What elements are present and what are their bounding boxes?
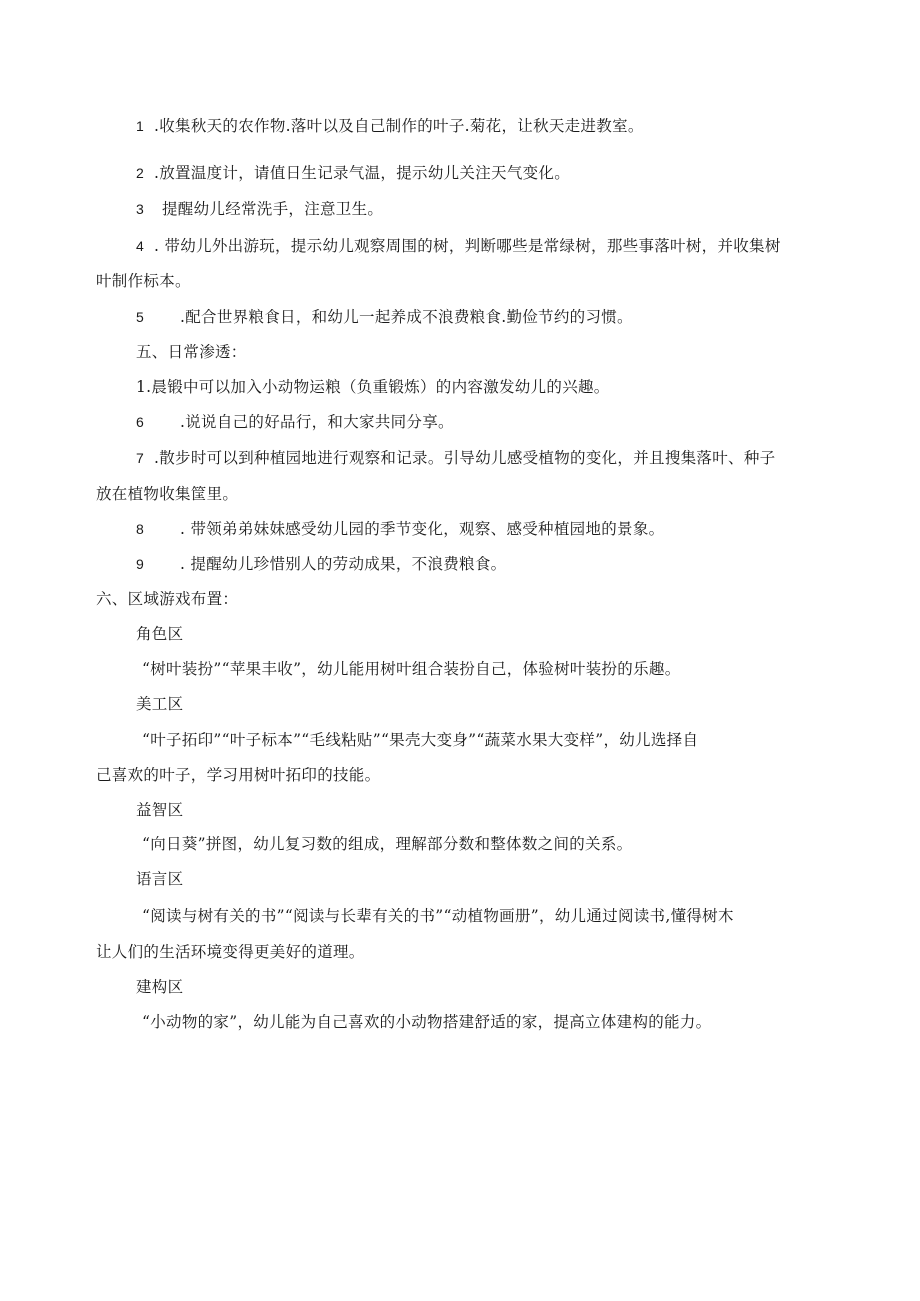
- list-item: [136, 116, 644, 136]
- item-number: 1: [136, 118, 145, 134]
- item-continuation: 己喜欢的叶子，学习用树叶拓印的技能。: [96, 766, 381, 784]
- item-number: 5: [136, 309, 145, 325]
- item-text: . 带领弟弟妹妹感受幼儿园的季节变化，观察、感受种植园地的景象。: [180, 520, 665, 538]
- item-number: 7: [136, 450, 145, 466]
- area-name: 益智区: [136, 801, 184, 819]
- area-name: 建构区: [136, 978, 184, 996]
- area-desc: “小动物的家”，幼儿能为自己喜欢的小动物搭建舒适的家，提高立体建构的能力。: [142, 1013, 712, 1031]
- area-name: 角色区: [136, 625, 184, 643]
- item-number: 8: [136, 521, 145, 537]
- list-item: [136, 448, 775, 468]
- area-desc: “向日葵”拼图，幼儿复习数的组成，理解部分数和整体数之间的关系。: [142, 835, 633, 853]
- list-item: [136, 412, 454, 432]
- list-item: 1.晨锻中可以加入小动物运粮（负重锻炼）的内容激发幼儿的兴趣。: [136, 378, 610, 396]
- item-text: .配合世界粮食日，和幼儿一起养成不浪费粮食.勤俭节约的习惯。: [180, 308, 633, 326]
- area-desc: “叶子拓印”“叶子标本”“毛线粘贴”“果壳大变身”“蔬菜水果大变样”，幼儿选择自: [142, 731, 699, 749]
- item-continuation: 让人们的生活环境变得更美好的道理。: [96, 943, 365, 961]
- area-desc: “树叶装扮”“苹果丰收”，幼儿能用树叶组合装扮自己，体验树叶装扮的乐趣。: [142, 660, 681, 678]
- item-text: . 带幼儿外出游玩，提示幼儿观察周围的树，判断哪些是常绿树，那些事落叶树，并收集树: [154, 237, 781, 255]
- list-item: [136, 163, 570, 183]
- item-number: 2: [136, 165, 145, 181]
- item-continuation: 放在植物收集筐里。: [96, 485, 239, 503]
- item-text: .放置温度计，请值日生记录气温，提示幼儿关注天气变化。: [154, 164, 571, 182]
- section-heading: 六、区域游戏布置：: [96, 590, 239, 608]
- item-text: .散步时可以到种植园地进行观察和记录。引导幼儿感受植物的变化，并且搜集落叶、种子: [154, 449, 776, 467]
- item-text: .收集秋天的农作物.落叶以及自己制作的叶子.菊花，让秋天走进教室。: [154, 117, 644, 135]
- item-number: 4: [136, 238, 145, 254]
- item-text: 提醒幼儿经常洗手，注意卫生。: [162, 200, 384, 218]
- item-number: 6: [136, 414, 145, 430]
- list-item: [136, 236, 781, 256]
- item-number: 9: [136, 556, 145, 572]
- area-desc: “阅读与树有关的书”“阅读与长辈有关的书”“动植物画册”，幼儿通过阅读书,懂得树木: [142, 907, 734, 925]
- list-item: [136, 307, 633, 327]
- area-name: 语言区: [136, 870, 184, 888]
- list-item: [136, 554, 506, 574]
- list-item: [136, 199, 383, 219]
- section-heading: 五、日常渗透：: [136, 343, 247, 361]
- list-item: [136, 519, 664, 539]
- item-text: .说说自己的好品行，和大家共同分享。: [180, 413, 454, 431]
- area-name: 美工区: [136, 695, 184, 713]
- item-number: 3: [136, 201, 145, 217]
- item-text: . 提醒幼儿珍惜别人的劳动成果，不浪费粮食。: [180, 555, 507, 573]
- item-continuation: 叶制作标本。: [96, 272, 191, 290]
